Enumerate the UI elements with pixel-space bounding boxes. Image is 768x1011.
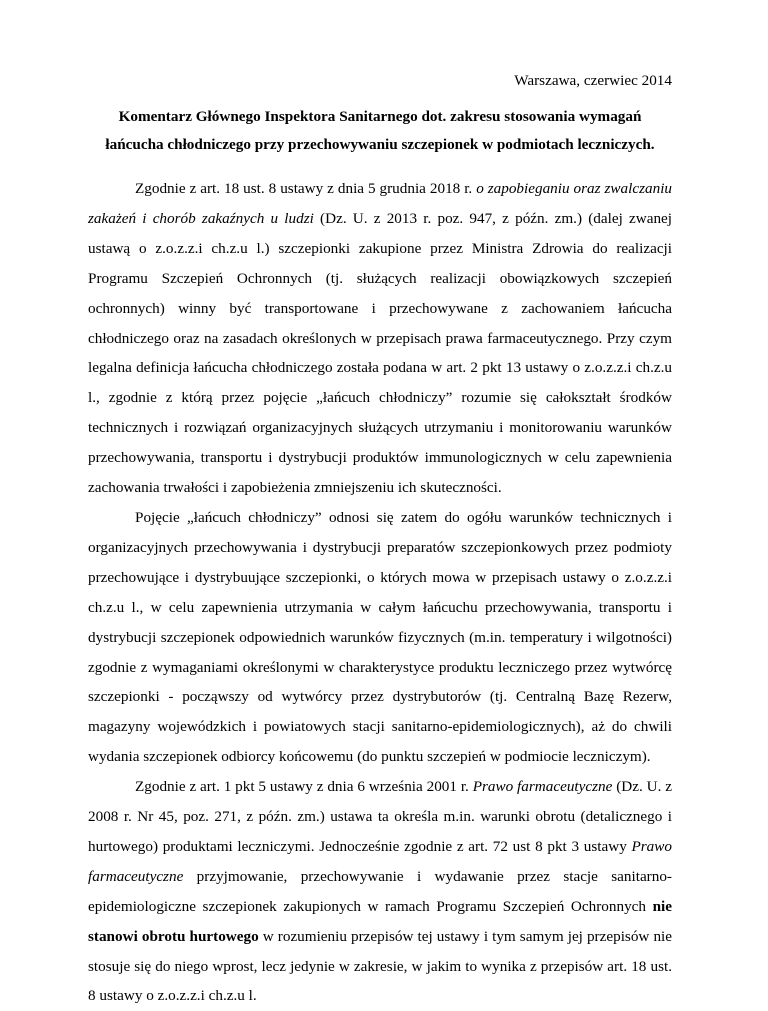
paragraph-3-act-title-2: Prawo farmaceutyczne (88, 837, 672, 885)
place-date: Warszawa, czerwiec 2014 (514, 72, 672, 89)
paragraph-2-text: Pojęcie „łańcuch chłodniczy” odnosi się zatem do ogółu warunków technicznych i organizacyjnych przechowywania i dystrybucji preparatów szczepionkowych przez podmioty przechowujące i dystrybuujące szczepionki, o których mowa w przepisach ustawy o z.o.z.z.i ch.z.u l., w celu zapewnienia utrzymania w całym łańcuchu przechowywania, transportu i dystrybucji szczepionek odpowiednich warunków fizycznych (m.in. temperatury i wilgotności) zgodnie z wymaganiami określonymi w charakterystyce produktu leczniczego przez wytwórcę szczepionki - począwszy od wytwórcy przez dystrybutorów (tj. Centralną Bazę Rezerw, magazyny wojewódzkich i powiatowych stacji sanitarno-epidemiologicznych), aż do chwili wydania szczepionek odbiorcy końcowemu (do punktu szczepień w podmiocie leczniczym). (88, 508, 672, 766)
title-line-1: Komentarz Głównego Inspektora Sanitarnego dot. zakresu stosowania wymagań (118, 108, 642, 125)
paragraph-3-text-a: Zgodnie z art. 1 pkt 5 ustawy z dnia 6 września 2001 r. (135, 778, 473, 796)
paragraph-1-text-a: Zgodnie z art. 18 ust. 8 ustawy z dnia 5 grudnia 2018 r. (135, 180, 477, 197)
paragraph-3-text-g: w rozumieniu przepisów tej ustawy i tym samym jej przepisów nie stosuje się do niego wprost, lecz jedynie w zakresie, w jakim to wynika z przepisów art. 18 ust. 8 ustawy o z.o.z.z.i ch.z.u l. (88, 927, 672, 1005)
paragraph-3-text-e: przyjmowanie, przechowywanie i wydawanie przez stacje sanitarno-epidemiologiczne szczepionek zakupionych w ramach Programu Szczepień Ochronnych (88, 867, 672, 915)
paragraph-3-text-c: (Dz. U. z 2008 r. Nr 45, poz. 271, z późn. zm.) ustawa ta określa m.in. warunki obrotu (detalicznego i hurtowego) produktami leczniczymi. Jednocześnie zgodnie z art. 72 ust 8 pkt 3 ustawy (88, 778, 672, 855)
paragraph-2 (88, 503, 672, 772)
paragraph-1-act-title: o zapobieganiu oraz zwalczaniu zakażeń i chorób zakaźnych u ludzi (88, 180, 673, 227)
paragraph-1 (88, 174, 672, 503)
document-title (88, 103, 672, 159)
paragraph-3 (88, 772, 672, 1011)
document-body (88, 174, 672, 1011)
paragraph-3-emphasis: nie stanowi obrotu hurtowego (88, 897, 672, 945)
paragraph-1-text-c: (Dz. U. z 2013 r. poz. 947, z późn. zm.) (dalej zwanej ustawą o z.o.z.z.i ch.z.u l.) szczepionki zakupione przez Ministra Zdrowia do realizacji Programu Szczepień Ochronnych (tj. służących realizacji obowiązkowych szczepień ochronnych) winny być transportowane i przechowywane z zachowaniem łańcucha chłodniczego oraz na zasadach określonych w przepisach prawa farmaceutycznego. Przy czym legalna definicja łańcucha chłodniczego została podana w art. 2 pkt 13 ustawy o z.o.z.z.i ch.z.u l., zgodnie z którą przez pojęcie „łańcuch chłodniczy” rozumie się całokształt środków technicznych i rozwiązań organizacyjnych służących utrzymaniu i monitorowaniu warunków przechowywania, transportu i dystrybucji produktów immunologicznych w celu zapewnienia zachowania trwałości i zapobieżenia zmniejszeniu ich skuteczności. (88, 209, 672, 497)
paragraph-3-act-title-1: Prawo farmaceutyczne (472, 778, 613, 796)
title-line-2: łańcucha chłodniczego przy przechowywaniu szczepionek w podmiotach leczniczych. (105, 136, 655, 153)
